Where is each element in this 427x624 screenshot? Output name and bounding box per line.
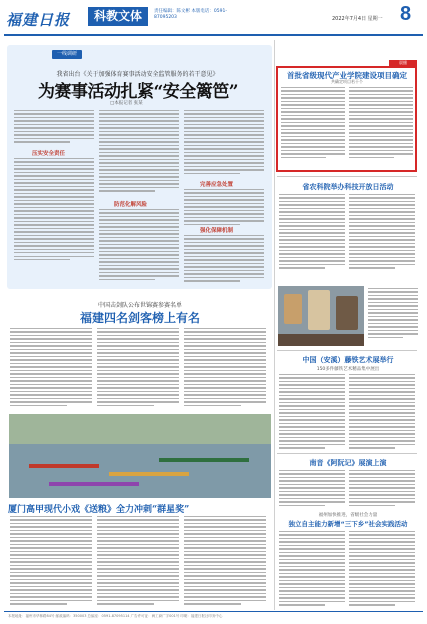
right-bottom-headline-2: 独立自主能力新增“三下乡”社会实践活动 xyxy=(288,520,408,528)
bottom-left-col-3 xyxy=(184,516,266,607)
feature-byline: □本报记者 张某 xyxy=(110,101,143,106)
right-top-col-2 xyxy=(349,87,413,160)
feature-col-3b xyxy=(184,189,264,227)
page-number: 8 xyxy=(400,3,412,25)
feature-col-3c xyxy=(184,235,264,284)
artwork-photo xyxy=(278,286,364,346)
middle-kicker: 中国击剑队公布世锦赛参赛名单 xyxy=(97,302,182,309)
right-top-col-1 xyxy=(281,87,345,160)
issue-date: 2022年7月4日 星期一 xyxy=(332,16,383,22)
right-lower-col-1 xyxy=(279,374,345,451)
feature-col-2 xyxy=(99,110,179,194)
middle-headline: 福建四名剑客榜上有名 xyxy=(79,311,200,325)
right-bottom-headline: 南音《阿阮记》展演上演 xyxy=(309,459,387,467)
newspaper-logo: 福建日报 xyxy=(6,11,71,29)
feature-tag: 一线调研 xyxy=(52,50,82,59)
feature-col-1b xyxy=(14,158,94,263)
feature-sub-3: 完善应急处置 xyxy=(200,182,234,188)
column-divider xyxy=(274,40,275,610)
feature-col-1 xyxy=(14,110,94,145)
right-divider-2 xyxy=(277,350,417,351)
right-lower-col-2 xyxy=(349,374,415,451)
feature-col-3 xyxy=(184,110,264,176)
page-header xyxy=(0,0,427,34)
feature-kicker: 我省出台《关于加强体育赛事活动安全监管服务的若干意见》 xyxy=(56,71,219,78)
right-mid-col-2 xyxy=(349,194,415,271)
bottom-left-col-2 xyxy=(97,516,179,607)
dragon-boat-photo xyxy=(9,414,271,498)
right-lower-subtitle: 150多件藤铁艺术精品集中展出 xyxy=(316,367,380,372)
right-bottom2-col-1 xyxy=(279,531,345,608)
right-divider-1 xyxy=(277,176,417,177)
feature-headline: 为赛事活动扎紧“安全篱笆” xyxy=(37,82,239,102)
right-bottom2-col-2 xyxy=(349,531,415,608)
feature-col-2b xyxy=(99,209,179,282)
middle-col-1 xyxy=(10,328,92,408)
page-footer: 本报地址：福州市华林路84号 邮政编码：350003 总编室：0591-87095114 广告许可证：闽工商广字001号 印刷：福建日报社印务中心 xyxy=(8,614,223,618)
middle-col-2 xyxy=(97,328,179,408)
feature-sub-1: 压实安全责任 xyxy=(32,151,66,157)
right-divider-3 xyxy=(277,453,417,454)
feature-sub-4: 强化保障机制 xyxy=(200,228,234,234)
bottom-left-headline: 厦门高甲现代小戏《送粮》全力冲刺“群星奖” xyxy=(8,505,190,515)
feature-sub-2: 防范化解风险 xyxy=(114,202,148,208)
right-bottom-kicker: 福州加快推进，省级社会力量 xyxy=(318,513,378,518)
middle-col-3 xyxy=(184,328,266,408)
right-top-headline: 首批省级现代产业学院建设项目确定 xyxy=(287,71,407,80)
bottom-left-col-1 xyxy=(10,516,92,607)
right-lower-headline: 中国（安溪）藤铁艺术展举行 xyxy=(302,356,394,364)
section-desc: 责任编辑：陈文彬 本版电话：0591-87095203 xyxy=(154,9,228,20)
photo-caption xyxy=(368,288,418,340)
right-mid-headline: 省农科院举办科技开放日活动 xyxy=(302,183,394,191)
right-mid-col-1 xyxy=(279,194,345,271)
right-bottom-col-1 xyxy=(279,470,345,508)
news-tag: 晨播 xyxy=(389,60,417,66)
header-rule xyxy=(4,34,423,36)
right-top-subtitle: 共确定项目若干个 xyxy=(331,79,363,84)
footer-rule xyxy=(4,611,423,612)
right-bottom-col-2 xyxy=(349,470,415,508)
section-label: 科教文体 xyxy=(88,7,148,26)
